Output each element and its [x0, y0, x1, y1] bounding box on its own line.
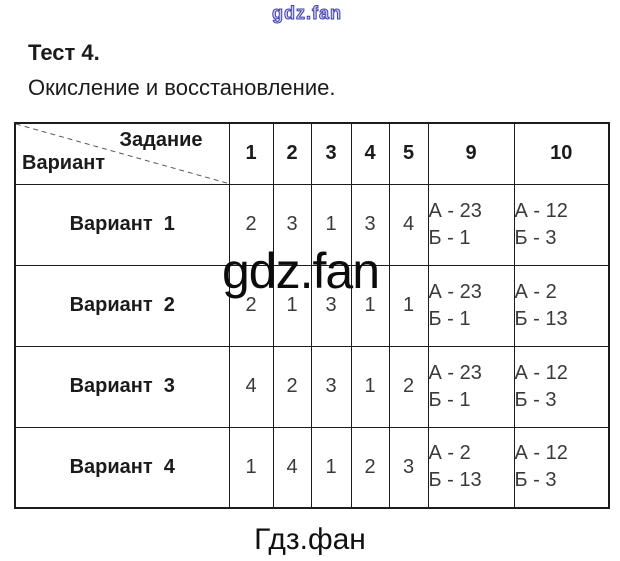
answer-cell: [514, 427, 609, 508]
answer-cell: [428, 184, 514, 265]
answer-cell: 3: [273, 184, 311, 265]
answer-line: А - 12: [514, 442, 568, 465]
row-label: Вариант 3: [15, 346, 229, 427]
answer-line: Б - 1: [428, 388, 471, 411]
answer-cell: 2: [273, 346, 311, 427]
answer-cell: 1: [351, 346, 389, 427]
column-header: 10: [514, 123, 609, 184]
answer-line: А - 2: [428, 442, 471, 465]
answer-cell: 1: [311, 184, 351, 265]
row-label: Вариант 2: [15, 265, 229, 346]
answer-cell: 1: [351, 265, 389, 346]
column-header: 3: [311, 123, 351, 184]
corner-label-zadanie: Задание: [119, 129, 203, 151]
gdz-watermark-middle: gdz.fan: [222, 243, 380, 299]
page-title: Тест 4.: [28, 40, 100, 65]
answer-cell: 2: [229, 184, 273, 265]
answer-cell: 3: [311, 265, 351, 346]
answer-cell: 4: [229, 346, 273, 427]
answer-cell: 1: [389, 265, 428, 346]
column-header: 1: [229, 123, 273, 184]
answer-line: А - 23: [428, 199, 482, 222]
footer-site-name: Гдз.фан: [254, 523, 366, 556]
answer-line: Б - 13: [428, 469, 482, 492]
answer-cell: 1: [229, 427, 273, 508]
answer-cell: [428, 346, 514, 427]
answer-cell: 2: [389, 346, 428, 427]
answer-line: Б - 3: [514, 469, 557, 492]
gdz-watermark-top: gdz.fan: [272, 3, 342, 23]
answer-cell: 2: [229, 265, 273, 346]
answer-line: Б - 13: [514, 307, 568, 330]
answer-cell: [428, 265, 514, 346]
answer-line: А - 12: [514, 199, 568, 222]
answer-cell: [514, 184, 609, 265]
answer-cell: [428, 427, 514, 508]
answer-cell: 3: [351, 184, 389, 265]
answer-cell: 1: [273, 265, 311, 346]
answer-cell: 3: [311, 346, 351, 427]
table-row: [15, 427, 609, 508]
column-header: 9: [428, 123, 514, 184]
answer-line: Б - 1: [428, 307, 471, 330]
answer-line: Б - 3: [514, 388, 557, 411]
column-header: 4: [351, 123, 389, 184]
answer-cell: 1: [311, 427, 351, 508]
table-row: [15, 346, 609, 427]
answers-table: [14, 122, 610, 509]
answer-line: Б - 1: [428, 226, 471, 249]
answer-cell: 4: [389, 184, 428, 265]
answer-cell: 2: [351, 427, 389, 508]
corner-cell: [15, 123, 229, 184]
answer-line: А - 23: [428, 280, 482, 303]
table-header-row: [15, 123, 609, 184]
table-body: [15, 184, 609, 508]
column-header: 2: [273, 123, 311, 184]
row-label: Вариант 1: [15, 184, 229, 265]
page-subtitle: Окисление и восстановление.: [28, 75, 336, 100]
corner-label-variant: Вариант: [22, 151, 106, 174]
row-label: Вариант 4: [15, 427, 229, 508]
answer-cell: [514, 265, 609, 346]
answer-line: А - 23: [428, 361, 482, 384]
answer-line: Б - 3: [514, 226, 557, 249]
answer-cell: [514, 346, 609, 427]
answer-cell: 4: [273, 427, 311, 508]
answer-line: А - 12: [514, 361, 568, 384]
answer-cell: 3: [389, 427, 428, 508]
column-header: 5: [389, 123, 428, 184]
answer-line: А - 2: [514, 280, 557, 303]
